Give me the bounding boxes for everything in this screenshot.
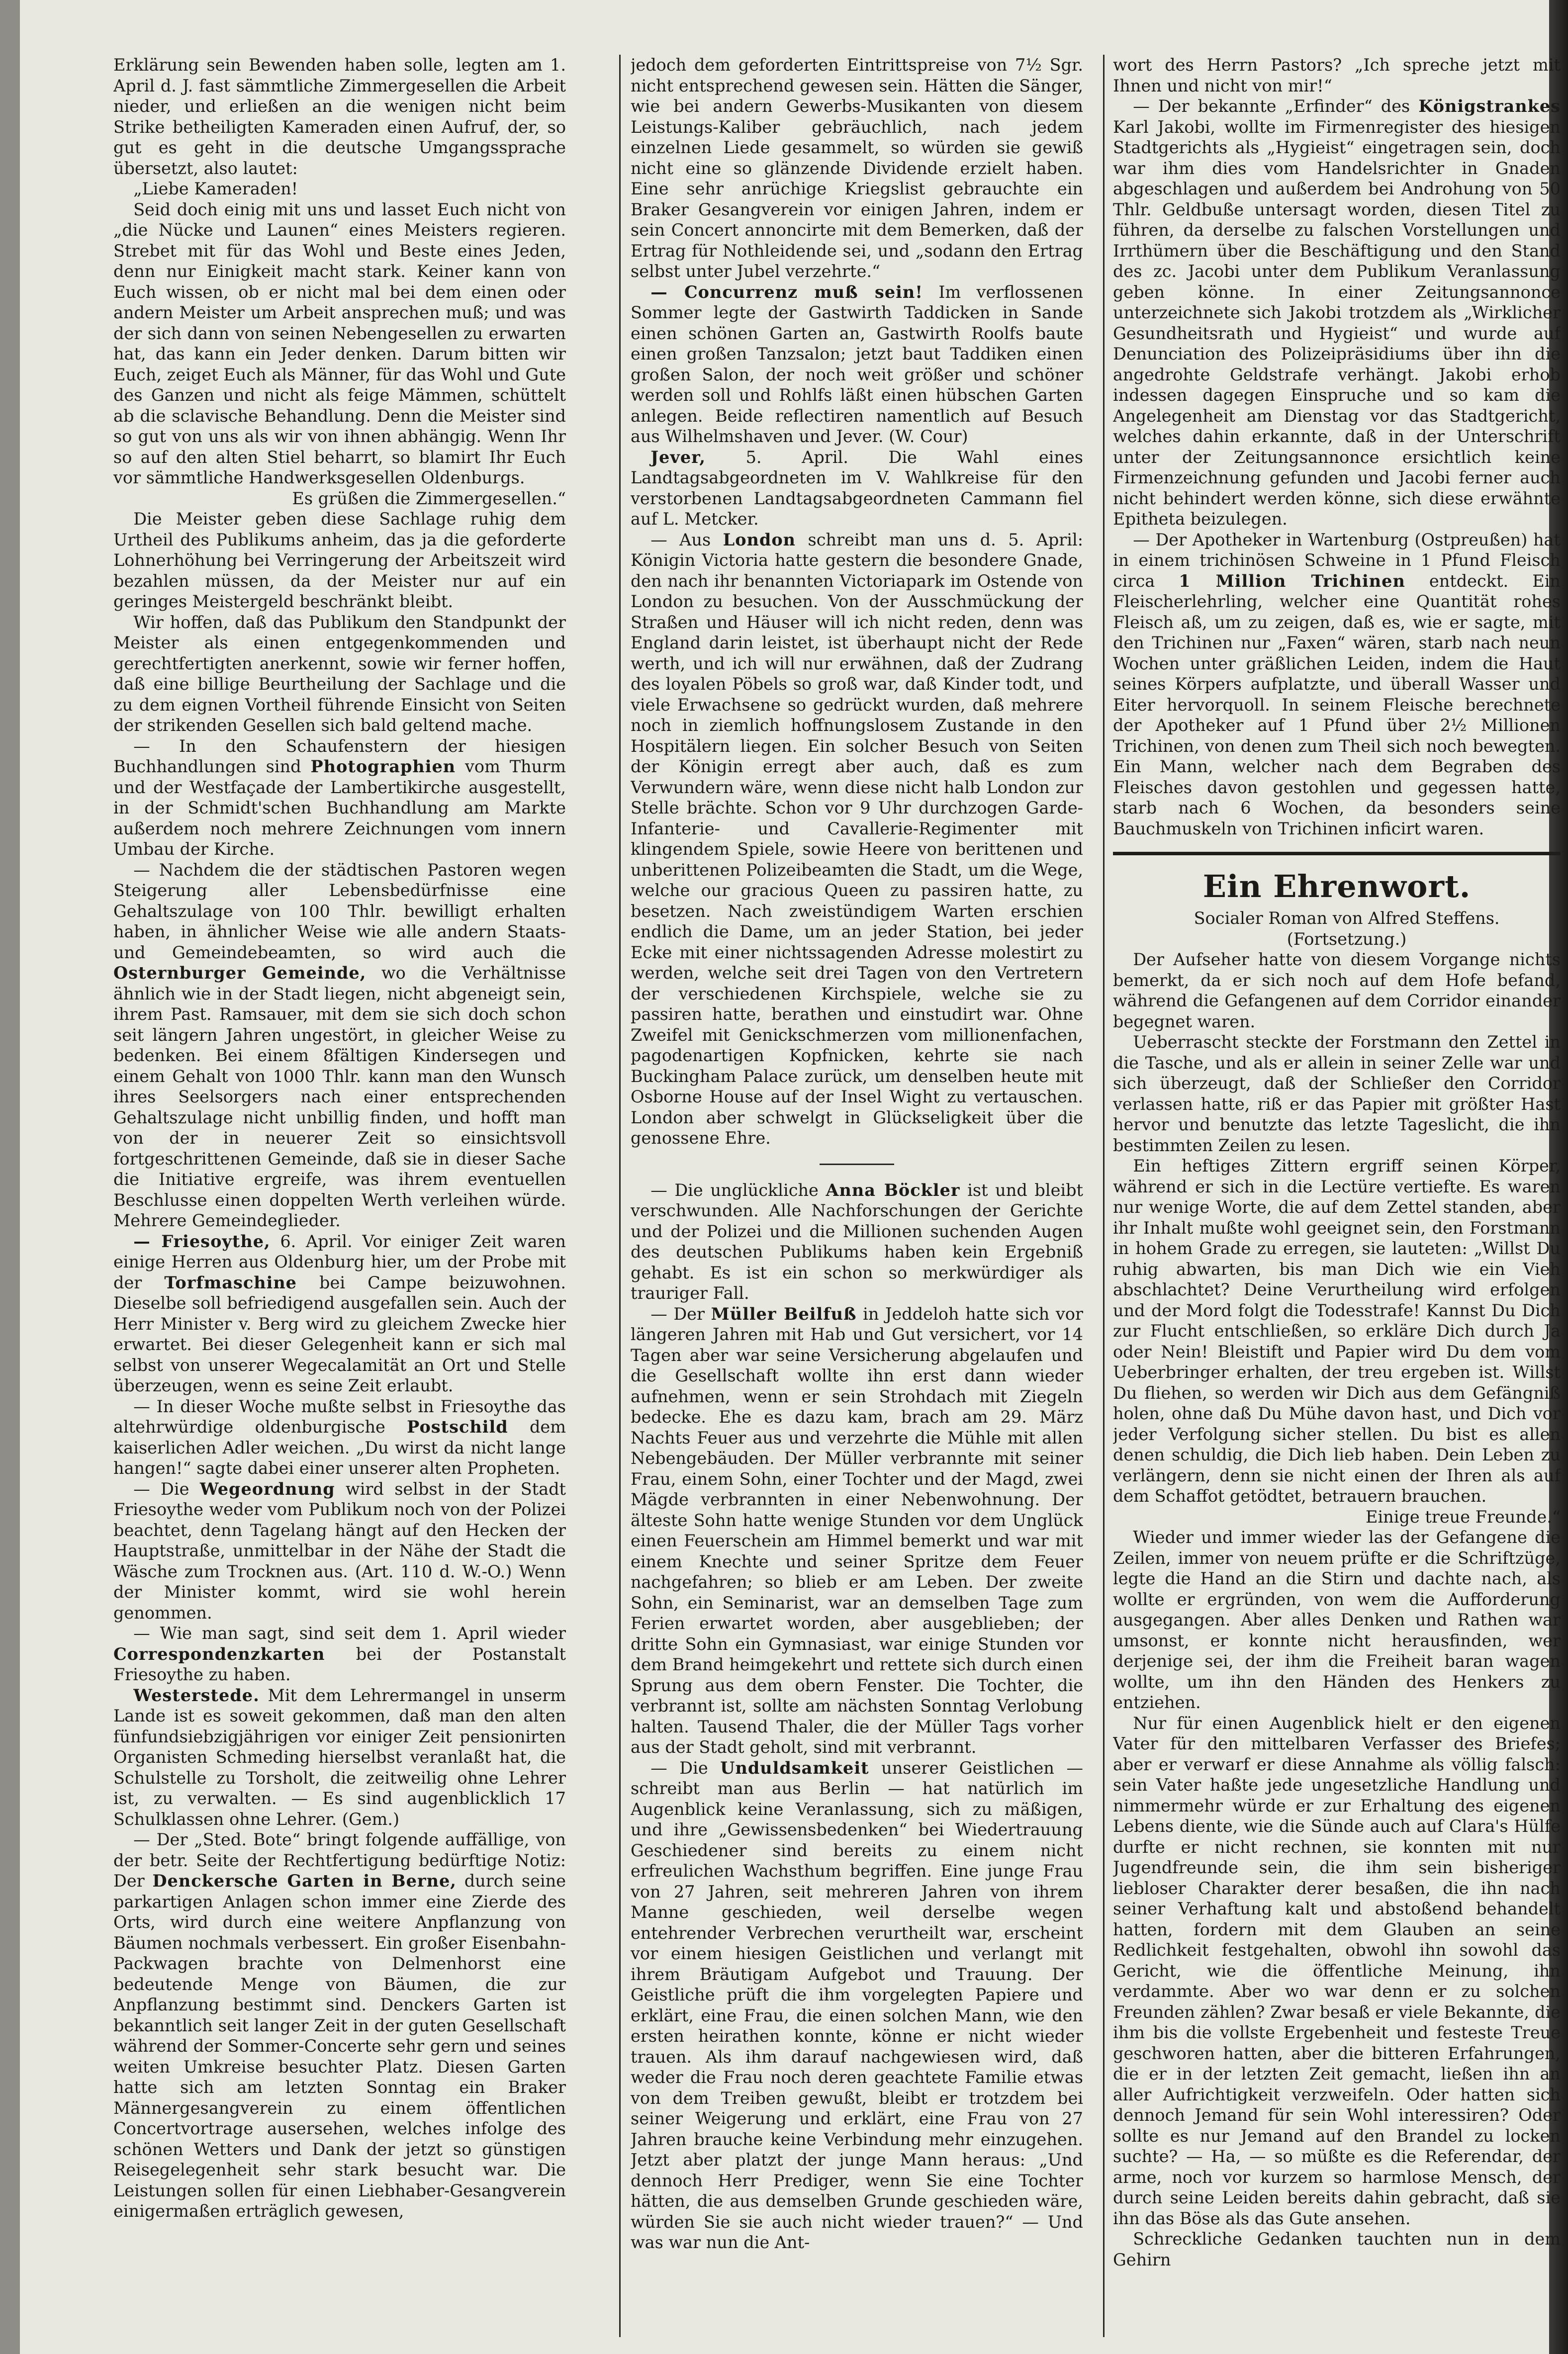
- text: Im verflossenen Sommer legte der Gastwirth Taddicken in Sande einen schönen Garten an, Gastwirth Roolfs baute einen großen Tanzsalon; jetzt baut Taddiken einen großen Salon, der noch weit größer und schöner werden soll und Rohlfs läßt einen hübschen Garten anlegen. Beide reflectiren namentlich auf Besuch aus Wilhelmshaven und Jever. (W. Cour): [631, 282, 1083, 446]
- signature: Es grüßen die Zimmergesellen.“: [292, 488, 566, 508]
- paragraph: Wir hoffen, daß das Publikum den Standpunkt der Meister als einen entgegenkommenden und gerechtfertigten anerkennt, sowie wir ferner hoffen, daß eine billige Beurtheilung der Sachlage und die zu dem eignen Vortheil führende Einsicht von Seiten der strikenden Gesellen sich bald geltend mache.: [113, 612, 566, 735]
- headline-term: Postschild: [407, 1417, 508, 1437]
- headline-term: Photographien: [310, 757, 456, 776]
- dateline: — Friesoythe,: [133, 1231, 271, 1251]
- paragraph: [1113, 530, 1561, 839]
- headline-term: Wegeordnung: [199, 1479, 335, 1499]
- text: wo die Verhältnisse ähnlich wie in der Stadt liegen, nicht abgeneigt sein, ihrem Past. Ramsauer, mit dem sie sich doch schon seit längern Jahren ungestört, in gleicher Weise zu bedenken. Bei einem 8fältigen Kindersegen und einem Gehalt von 1000 Thlr. kann man den Wunsch ihres Seelsorgers nach einer entsprechenden Gehaltszulage nicht unbillig finden, und hofft man von der in neuerer Zeit so einsichtsvoll fortgeschrittenen Gemeinde, daß sie in dieser Sache die Initiative ergreife, was ihrem eventuellen Beschlusse einen doppelten Werth verleihen würde. Mehrere Gemeindeglieder.: [113, 963, 566, 1230]
- text: in Jeddeloh hatte sich vor längeren Jahren mit Hab und Gut versichert, vor 14 Tagen aber war seine Versicherung abgelaufen und die Gesellschaft wollte ihn erst dann wieder aufnehmen, wenn er sein Strohdach mit Ziegeln bedecke. Ehe es dazu kam, brach am 29. März Nachts Feuer aus und verzehrte die Mühle mit allen Nebengebäuden. Der Müller verbrannte mit seiner Frau, einem Sohn, einer Tochter und der Magd, zwei Mägde verbrannten in einer Nebenwohnung. Der älteste Sohn hatte wenige Stunden vor dem Unglück einen Feuerschein am Himmel bemerkt und war mit einem Knechte und seiner Spritze dem Feuer nachgefahren; so blieb er am Leben. Der zweite Sohn, ein Seminarist, war an demselben Tage zum Ferien erwartet worden, aber ausgeblieben; der dritte Sohn ein Gymnasiast, war einige Stunden vor dem Brand heimgekehrt und rettete sich durch einen Sprung aus dem obern Fenster. Die Tochter, die verbrannt ist, sollte am nächsten Sonntag Verlobung halten. Tausend Thaler, die der Müller Tags vorher aus der Stadt geholt, sind mit verbrannt.: [631, 1304, 1083, 1757]
- text: 5. April. Die Wahl eines Landtagsabgeordneten im V. Wahlkreise für den verstorbenen Landtagsabgeordneten Cammann fiel auf L. Metcker.: [631, 447, 1083, 529]
- serial-continuation: (Fortsetzung.): [1287, 929, 1407, 949]
- headline-term: Anna Böckler: [826, 1180, 960, 1200]
- text: dem kaiserlichen Adler weichen. „Du wirst da nicht lange hangen!“ sagte dabei einer unserer alten Propheten.: [113, 1417, 566, 1478]
- text: schreibt man uns d. 5. April: Königin Victoria hatte gestern die besondere Gnade, den nach ihr benannten Victoriapark im Ostende von London zu besuchen. Von der Ausschmückung der Straßen und Häuser will ich nicht reden, denn was England darin leistet, ist überhaupt nicht der Rede werth, und ich will nur erwähnen, daß der Zudrang des loyalen Pöbels so groß war, daß Kinder todt, und viele Erwachsene so gedrückt wurden, daß mehrere noch in ziemlich hoffnungslosem Zustande in den Hospitälern liegen. Ein solcher Besuch von Seiten der Königin erregt aber auch, daß es zum Verwundern wäre, wenn diese nicht halb London zur Stelle brächte. Schon vor 9 Uhr durchzogen Garde-Infanterie- und Cavallerie-Regimenter mit klingendem Spiele, sowie Heere von berittenen und unberittenen Polizeibeamten die Stadt, um die Wege, welche our gracious Queen zu passiren hatte, zu besetzen. Nach zweistündigem Warten erschien endlich die Dame, um an jeder Station, bei jeder Ecke mit einer nichtssagenden Adresse molestirt zu werden, welche seit drei Tagen von den Vertretern der verschiedenen Kirchspiele, welche sie zu passiren hatte, berathen und einstudirt war. Ohne Zweifel mit Genickschmerzen vom millionenfachen, pagodenartigen Kopfnicken, kehrte sie nach Buckingham Palace zurück, um denselben heute mit Osborne House auf der Insel Wight zu vertauschen. London aber schwelgt in Glückseligkeit über die genossene Ehre.: [631, 530, 1083, 1148]
- paragraph: [113, 1396, 566, 1479]
- text: — Der Apotheker in Wartenburg (Ostpreußen) hat in einem trichinösen Schweine in 1 Pfund Fleisch circa: [1113, 530, 1561, 591]
- text: — Die unglückliche: [650, 1180, 819, 1200]
- headline-term: Osternburger Gemeinde,: [113, 963, 367, 983]
- headline-term: Denckersche Garten in Berne,: [152, 1871, 457, 1891]
- text: Karl Jakobi, wollte im Firmenregister des hiesigen Stadtgerichts als „Hygieist“ eingetragen sein, doch war ihm dies vom Handelsrichter in Gnaden abgeschlagen und außerdem bei Androhung von 50 Thlr. Geldbuße untersagt worden, diesen Titel zu führen, da derselbe zu falschen Vorstellungen und Irrthümern über die Beschäftigung und den Stand des zc. Jacobi unter dem Publikum Veranlassung geben könne. In einer Zeitungsannonce unterzeichnete sich Jakobi trotzdem als „Wirklicher Gesundheitsrath und Hygieist“ und wurde auf Denunciation des Polizeipräsidiums über ihn die angedrohte Geldstrafe verhängt. Jakobi erhob indessen dagegen Einspruche und so kam die Angelegenheit am Dienstag vor das Stadtgericht, welches dahin erkannte, daß in der Unterschrift unter der Zeitungsannonce ersichtlich keine Firmenzeichnung gefunden und Jacobi ferner auch nicht behindert werden könne, sich diese erwähnte Epitheta beizulegen.: [1113, 117, 1561, 529]
- text: — Die: [650, 1758, 708, 1778]
- paragraph: [113, 1231, 566, 1396]
- headline-term: 1 Million Trichinen: [1179, 571, 1405, 591]
- paragraph: [631, 282, 1083, 447]
- paragraph: [113, 1623, 566, 1685]
- paragraph: [631, 1304, 1083, 1758]
- column-rule: [1103, 55, 1105, 2337]
- text: — Der bekannte „Erfinder“ des: [1133, 96, 1410, 116]
- text: — Aus: [650, 530, 711, 549]
- text: — Der „Sted. Bote“ bringt folgende auffällige, von der betr. Seite der Rechtfertigung bedürftige Notiz: Der: [113, 1830, 566, 1891]
- headline-term: Königstrankes: [1418, 96, 1561, 116]
- paragraph: Seid doch einig mit uns und lasset Euch nicht von „die Nücke und Launen“ eines Meisters regieren. Strebet mit für das Wohl und Beste eines Jeden, denn nur Einigkeit macht stark. Keiner kann von Euch wissen, ob er nicht mal bei dem einen oder andern Meister um Arbeit ansprechen muß; und was der sich dann von seinen Nebengesellen zu erwarten hat, das kann ein Jeder denken. Darum bitten wir Euch, zeiget Euch als Männer, für das Wohl und Gute des Ganzen und nicht als feige Mämmen, schüttelt ab die sclavische Behandlung. Denn die Meister sind so gut von uns als wir von ihnen abhängig. Wenn Ihr so auf den alten Stiel beharrt, so blamirt Ihr Euch vor sämmtliche Handwerksgesellen Oldenburgs.: [113, 199, 566, 487]
- column-rule: [619, 55, 621, 2337]
- text: — In den Schaufenstern der hiesigen Buchhandlungen sind: [113, 736, 566, 776]
- headline-term: Torfmaschine: [164, 1272, 297, 1292]
- serial-byline: Socialer Roman von Alfred Steffens.: [1194, 908, 1500, 928]
- paragraph: [113, 736, 566, 860]
- paragraph: Wieder und immer wieder las der Gefangene die Zeilen, immer von neuem prüfte er die Schriftzüge, legte die Hand an die Stirn und dachte nach, als wollte er ergründen, von wem die Aufforderung ausgegangen. Aber alles Denken und Rathen war umsonst, er konnte nicht herausfinden, wer derjenige sei, der ihm die Freiheit baran wagen wollte, um ihn den Händen des Henkers zu entziehen.: [1113, 1528, 1561, 1712]
- paragraph: Die Meister geben diese Sachlage ruhig dem Urtheil des Publikums anheim, das ja die geforderte Lohnerhöhung bei Verringerung der Arbeitszeit wird bezahlen müssen, da der Meister nur auf ein geringes Meistergeld beschränkt bleibt.: [113, 509, 566, 611]
- text: vom Thurm und der Westfaçade der Lambertikirche ausgestellt, in der Schmidt'schen Buchhandlung am Markte außerdem noch mehrere Zeichnungen vom innern Umbau der Kirche.: [113, 757, 566, 859]
- paragraph: [113, 1685, 566, 1830]
- column-2: [631, 55, 1083, 2337]
- text: 6. April. Vor einiger Zeit waren einige Herren aus Oldenburg hier, um der Probe mit der: [113, 1231, 566, 1292]
- text: — Nachdem die der städtischen Pastoren wegen Steigerung aller Lebensbedürfnisse eine Gehaltszulage von 100 Thlr. bewilligt erhalten haben, in ähnlicher Weise wie alle andern Staats- und Gemeindebeamten, so wird auch die: [113, 860, 566, 962]
- text: — Der: [650, 1304, 705, 1324]
- paragraph: [113, 860, 566, 1231]
- text: unserer Geistlichen — schreibt man aus Berlin — hat natürlich im Augenblick keine Veranlassung, sich zu mäßigen, und ihre „Gewissensbedenken“ bei Wiedertrauung Geschiedener sind bereits zu einem nicht erfreulichen Wachsthum begriffen. Eine junge Frau von 27 Jahren, seit mehreren Jahren von ihrem Manne geschieden, weil derselbe wegen entehrender Verbrechen verurtheilt war, erscheint vor einem hiesigen Geistlichen und verlangt mit ihrem Bräutigam Aufgebot und Trauung. Der Geistliche prüft die ihm vorgelegten Papiere und erklärt, eine Frau, die einen solchen Mann, wie den ersten heirathen konnte, könne er nicht wieder trauen. Als ihm darauf nachgewiesen wird, daß weder die Frau noch deren geachtete Familie etwas von dem Treiben gewußt, bleibt er trotzdem bei seiner Weigerung und erklärt, eine Frau von 27 Jahren brauche keine Verbindung mehr einzugehen. Jetzt aber platzt der junge Mann heraus: „Und dennoch Herr Prediger, wenn Sie eine Tochter hätten, die aus demselben Grunde geschieden wäre, würden Sie sie auch nicht wieder trauen?“ — Und was war nun die Ant-: [631, 1758, 1083, 2252]
- paragraph: Ueberrascht steckte der Forstmann den Zettel in die Tasche, und als er allein in seiner Zelle war und sich überzeugt, daß der Schließer den Corridor verlassen hatte, riß er das Papier mit größter Hast hervor und benutzte das letzte Tageslicht, die ihn bestimmten Zeilen zu lesen.: [1113, 1032, 1561, 1155]
- signature: Einige treue Freunde.“: [1365, 1507, 1561, 1527]
- text: — Die: [133, 1479, 189, 1499]
- headline-term: Müller Beilfuß: [711, 1304, 857, 1324]
- text: bei Campe beizuwohnen. Dieselbe soll befriedigend ausgefallen sein. Auch der Herr Minister v. Berg wird zu gleichem Zwecke hier erwartet. Bei dieser Gelegenheit kann er sich mal selbst von unserer Wegecalamität an Ort und Stelle überzeugen, wenn es seine Zeit erlaubt.: [113, 1272, 566, 1395]
- text: — Wie man sagt, sind seit dem 1. April wieder: [133, 1624, 566, 1643]
- paragraph: Schreckliche Gedanken tauchten nun in dem Gehirn: [1113, 2229, 1561, 2269]
- serial-title: Ein Ehrenwort.: [1202, 868, 1471, 905]
- text: — In dieser Woche mußte selbst in Friesoythe das altehrwürdige oldenburgische: [113, 1396, 566, 1437]
- text: entdeckt. Ein Fleischerlehrling, welcher eine Quantität rohes Fleisch aß, um zu zeigen, daß es, wie er sagte, mit den Trichinen nur „Faxen“ wären, starb nach neun Wochen unter gräßlichen Leiden, indem die Haut seines Körpers aufplatzte, und überall Wasser und Eiter hervorquoll. In seinem Fleische berechnete der Apotheker auf 1 Pfund über 2½ Millionen Trichinen, von denen zum Theil sich noch bewegten. Ein Mann, welcher nach dem Begraben des Fleisches davon gestohlen und gegessen hatte, starb nach 6 Wochen, da besonders seine Bauchmuskeln von Trichinen inficirt waren.: [1113, 571, 1561, 838]
- paragraph: Nur für einen Augenblick hielt er den eigenen Vater für den mittelbaren Verfasser des Briefes; aber er verwarf er diese Annahme als völlig falsch: sein Vater haßte jede ungesetzliche Handlung und nimmermehr würde er zur Erhaltung des eigenen Lebens diente, wie die Sünde auch auf Clara's Hülfe durfte er nicht rechnen, sie konnten mit nur Jugendfreunde sein, die ihm sein bisheriger liebloser Charakter derer besaßen, die ihn nach seiner Verhaftung kalt und abstoßend behandelt hatten, fordern mit dem Glauben an seine Redlichkeit festgehalten, obwohl ihn sowohl das Gericht, wie die öffentliche Meinung, ihn verdammte. Aber wo war denn er zu solchen Freunden zählen? Zwar besaß er viele Bekannte, die ihm bis die vollste Ergebenheit und festeste Treue geschworen hatten, aber die bitteren Erfahrungen, die er in der letzten Zeit gemacht, ließen ihn an aller Aufrichtigkeit verzweifeln. Oder hatten sich dennoch Jemand für sein Wohl interessiren? Oder sollte es nur Jemand auf den Brandel zu locken suchte? — Ha, — so müßte es die Referendar, der arme, noch vor kurzem so harmlose Mensch, der durch seine Leiden bereits dahin gebracht, daß sie ihn das Böse als das Gute ansehen.: [1113, 1713, 1561, 2228]
- text: ist und bleibt verschwunden. Alle Nachforschungen der Gerichte und der Polizei und die Millionen suchenden Augen des deutschen Publikums haben kein Ergebniß gehabt. Es ist ein schon so merkwürdiger als trauriger Fall.: [631, 1180, 1083, 1303]
- headline-term: London: [723, 530, 796, 549]
- paragraph: [113, 1829, 566, 2222]
- headline-term: Unduldsamkeit: [720, 1758, 869, 1778]
- paragraph: Der Aufseher hatte von diesem Vorgange nichts bemerkt, da er sich noch auf dem Hofe befand, während die Gefangenen auf dem Corridor einander begegnet waren.: [1113, 950, 1561, 1031]
- section-divider: [820, 1164, 894, 1165]
- text: durch seine parkartigen Anlagen schon immer eine Zierde des Orts, wird durch eine weitere Anpflanzung von Bäumen nochmals verbessert. Ein großer Eisenbahn-Packwagen brachte von Delmenhorst eine bedeutende Menge von Bäumen, die zur Anpflanzung bestimmt sind. Denckers Garten ist bekanntlich seit langer Zeit in der guten Gesellschaft während der Sommer-Concerte sehr gern und seines weiten Umkreise besuchter Platz. Diesen Garten hatte sich am letzten Sonntag ein Braker Männergesangverein zu einem öffentlichen Concertvortrage ausersehen, welches infolge des schönen Wetters und Dank der jetzt so günstigen Reisegelegenheit sehr stark besucht war. Die Leistungen sollen für einen Liebhaber-Gesangverein einigermaßen erträglich gewesen,: [113, 1871, 566, 2221]
- paragraph: wort des Herrn Pastors? „Ich spreche jetzt mit Ihnen und nicht von mir!“: [1113, 55, 1561, 95]
- text: bei der Postanstalt Friesoythe zu haben.: [113, 1644, 566, 1684]
- paragraph: [631, 1180, 1083, 1304]
- dateline: Jever,: [650, 447, 706, 467]
- paragraph: Erklärung sein Bewenden haben solle, legten am 1. April d. J. fast sämmtliche Zimmergesellen die Arbeit nieder, und erließen an die wenigen nicht beim Strike betheiligten Kameraden einen Aufruf, der, so gut es geht in die deutsche Umgangssprache übersetzt, also lautet:: [113, 55, 566, 178]
- paragraph: [631, 1758, 1083, 2253]
- text: wird selbst in der Stadt Friesoythe weder vom Publikum noch von der Polizei beachtet, denn Tagelang hängt auf den Hecken der Hauptstraße, unmittelbar in der Nähe der Stadt die Wäsche zum Trocknen aus. (Art. 110 d. W.-O.) Wenn der Minister kommt, wird sie wohl herein genommen.: [113, 1479, 566, 1623]
- paragraph: Ein heftiges Zittern ergriff seinen Körper, während er sich in die Lectüre vertiefte. Es waren nur wenige Worte, die auf dem Zettel standen, aber ihr Inhalt mußte wohl geeignet sein, den Forstmann in hohem Grade zu erregen, sie lauteten: „Willst Du ruhig abwarten, bis man Dich wie ein Vieh abschlachtet? Deine Verurtheilung wird erfolgen und der Mord folgt die Todesstrafe! Kannst Du Dich zur Flucht entschließen, so erkläre Dich durch Ja oder Nein! Bleistift und Papier wird Du dem vom Ueberbringer erhalten, der treu ergeben ist. Willst Du fliehen, so werden wir Dich aus dem Gefängniß holen, ohne daß Du Mühe davon hast, und Dich vor jeder Verfolgung sicher stellen. Du bist es allen denen schuldig, die Dich lieb haben. Dein Leben zu verlängern, denn sie nicht einen der Ihren als auf dem Schaffot getödtet, betrauern brauchen.: [1113, 1156, 1561, 1506]
- paragraph: [631, 447, 1083, 530]
- column-3: [1113, 55, 1561, 2337]
- paragraph: [1113, 96, 1561, 530]
- dateline: Westerstede.: [133, 1685, 260, 1705]
- paragraph: [631, 530, 1083, 1149]
- text: Mit dem Lehrermangel in unserm Lande ist es soweit gekommen, daß man den alten fünfundsiebzigjährigen vor einiger Zeit pensionirten Organisten Schmeding hierselbst veranlaßt hat, die Schulstelle zu Torsholt, die zeitweilig ohne Lehrer ist, zu verwalten. — Es sind augenblicklich 17 Schulklassen ohne Lehrer. (Gem.): [113, 1685, 566, 1829]
- paragraph: [113, 1479, 566, 1624]
- headline-term: — Concurrenz muß sein!: [650, 282, 923, 302]
- paragraph: „Liebe Kameraden!: [133, 179, 298, 198]
- headline-term: Correspondenzkarten: [113, 1644, 325, 1664]
- feuilleton-divider: [1113, 852, 1561, 855]
- paragraph: jedoch dem geforderten Eintrittspreise von 7½ Sgr. nicht entsprechend gewesen sein. Hätten die Sänger, wie bei andern Gewerbs-Musikanten von diesem Leistungs-Kaliber gebräuchlich, nach jedem einzelnen Liede gesammelt, so würden sie gewiß nicht eine so glänzende Dividende erzielt haben. Eine sehr anrüchige Kriegslist gebrauchte ein Braker Gesangverein vor einigen Jahren, indem er sein Concert annoncirte mit dem Bemerken, daß der Ertrag für Nothleidende sei, und „sodann den Ertrag selbst unter Jubel verzehrte.“: [631, 55, 1083, 281]
- column-1: [113, 55, 566, 2337]
